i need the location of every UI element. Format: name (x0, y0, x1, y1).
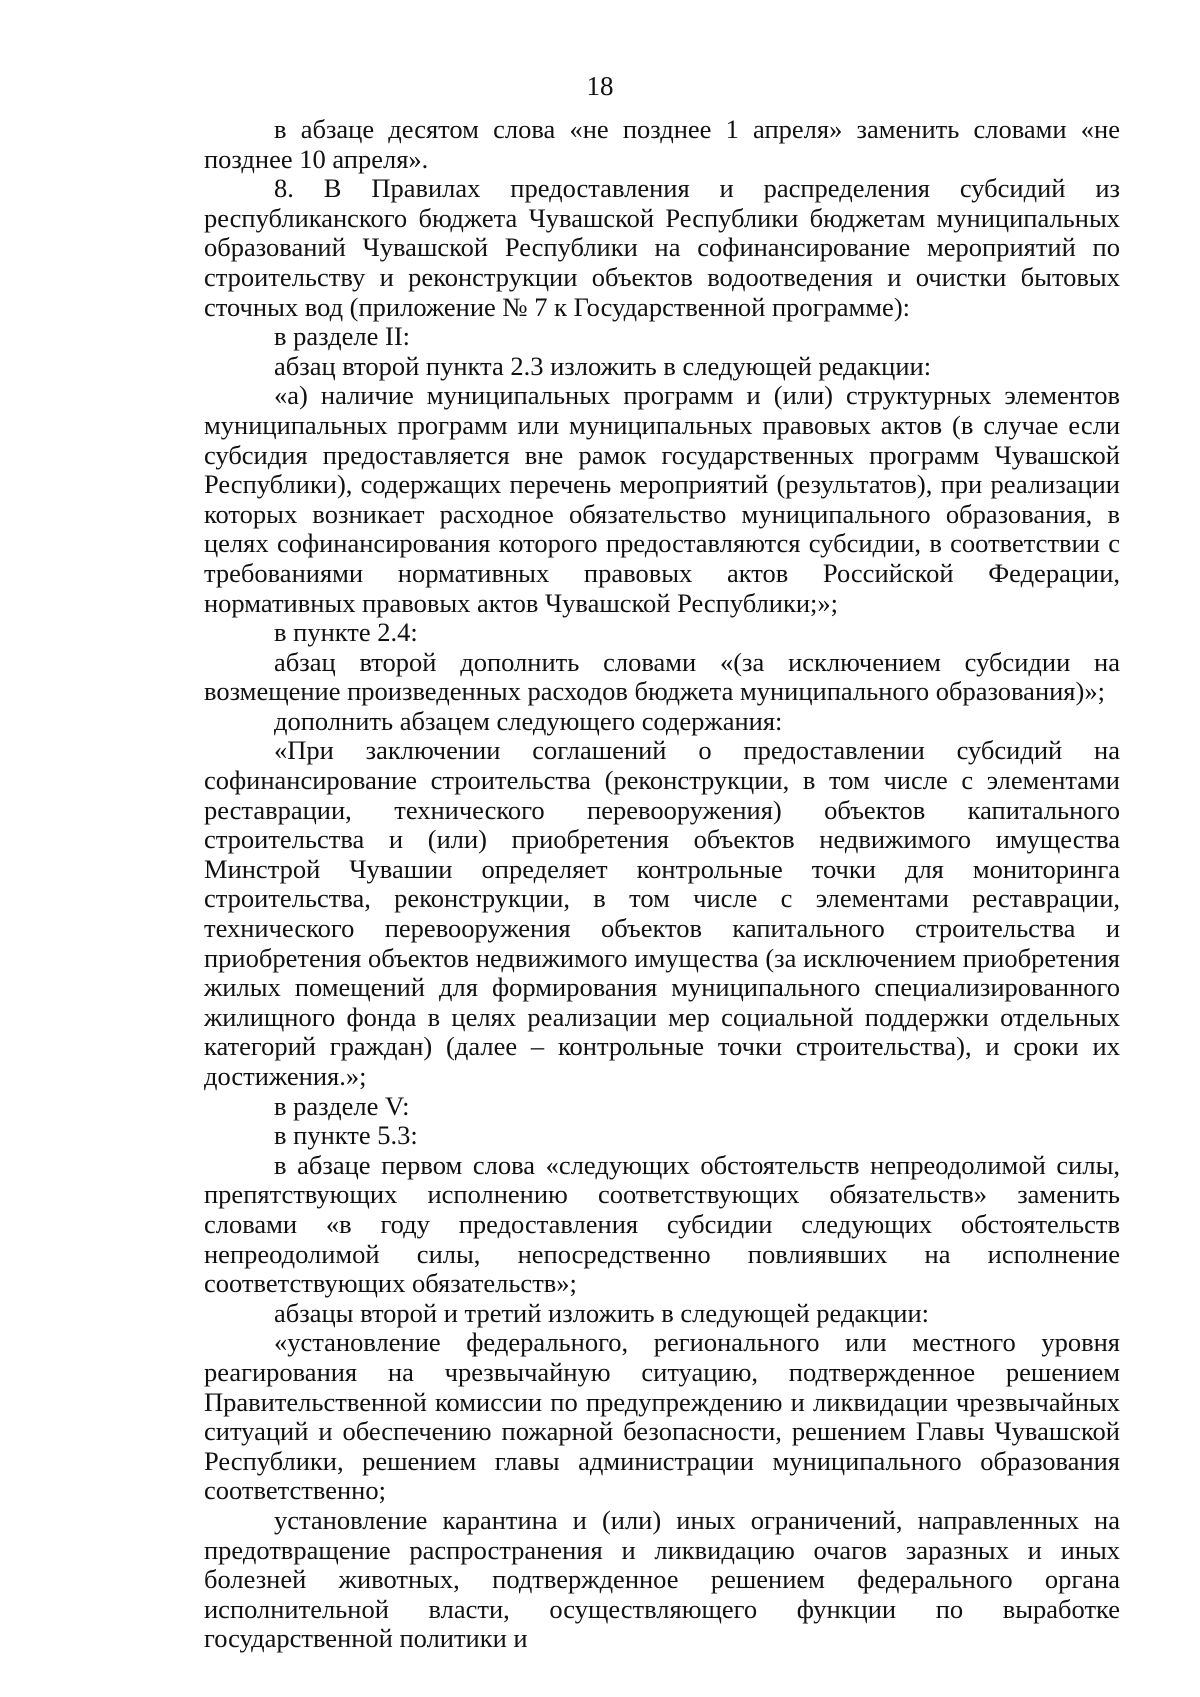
paragraph: в абзаце десятом слова «не позднее 1 апреля» заменить словами «не позднее 10 апреля». (204, 114, 1120, 174)
paragraph: в разделе II: (274, 321, 411, 352)
paragraph: в пункте 2.4: (274, 617, 418, 648)
paragraph: «При заключении соглашений о предоставлении субсидий на софинансирование строительства (реконструкции, в том числе с элементами реставрации, технического перевооружения) объектов капитального строительства и (или) приобретения объектов недвижимого имущества Минстрой Чувашии определяет контрольные точки для мониторинга строительства, реконструкции, в том числе с элементами реставрации, технического перевооружения объектов капитального строительства и приобретения объектов недвижимого имущества (за исключением приобретения жилых помещений для формирования муниципального специализированного жилищного фонда в целях реализации мер социальной поддержки отдельных категорий граждан) (далее – контрольные точки строительства), и сроки их достижения.»; (204, 735, 1120, 1091)
paragraph: в абзаце первом слова «следующих обстоятельств непреодолимой силы, препятствующих исполнению соответствующих обязательств» заменить словами «в году предоставления субсидии следующих обстоятельств непреодолимой силы, непосредственно повлиявших на исполнение соответствующих обязательств»; (204, 1149, 1120, 1299)
paragraph: в разделе V: (274, 1090, 410, 1121)
paragraph: абзац второй дополнить словами «(за исключением субсидии на возмещение произведенных расходов бюджета муниципального образования)»; (204, 646, 1120, 707)
paragraph: в пункте 5.3: (274, 1120, 418, 1151)
paragraph: абзац второй пункта 2.3 изложить в следующей редакции: (274, 350, 932, 381)
page-number: 18 (586, 71, 614, 101)
document-body (204, 115, 1120, 1654)
paragraph: дополнить абзацем следующего содержания: (274, 705, 783, 736)
paragraph: абзацы второй и третий изложить в следующей редакции: (274, 1297, 929, 1328)
paragraph: установление карантина и (или) иных ограничений, направленных на предотвращение распространения и ликвидацию очагов заразных и иных болезней животных, подтвержденное решением федерального органа исполнительной власти, осуществляющего функции по выработке государственной политики и (204, 1504, 1120, 1654)
paragraph: «установление федерального, регионального или местного уровня реагирования на чрезвычайную ситуацию, подтвержденное решением Правительственной комиссии по предупреждению и ликвидации чрезвычайных ситуаций и обеспечению пожарной безопасности, решением Главы Чувашской Республики, решением главы администрации муниципального образования соответственно; (204, 1327, 1120, 1506)
paragraph: «а) наличие муниципальных программ и (или) структурных элементов муниципальных программ или муниципальных правовых актов (в случае если субсидия предоставляется вне рамок государственных программ Чувашской Республики), содержащих перечень мероприятий (результатов), при реализации которых возникает расходное обязательство муниципального образования, в целях софинансирования которого предоставляются субсидии, в соответствии с требованиями нормативных правовых актов Российской Федерации, нормативных правовых актов Чувашской Республики;»; (204, 380, 1120, 618)
paragraph: 8. В Правилах предоставления и распределения субсидий из республиканского бюджета Чувашской Республики бюджетам муниципальных образований Чувашской Республики на софинансирование мероприятий по строительству и реконструкции объектов водоотведения и очистки бытовых сточных вод (приложение № 7 к Государственной программе): (204, 173, 1120, 322)
